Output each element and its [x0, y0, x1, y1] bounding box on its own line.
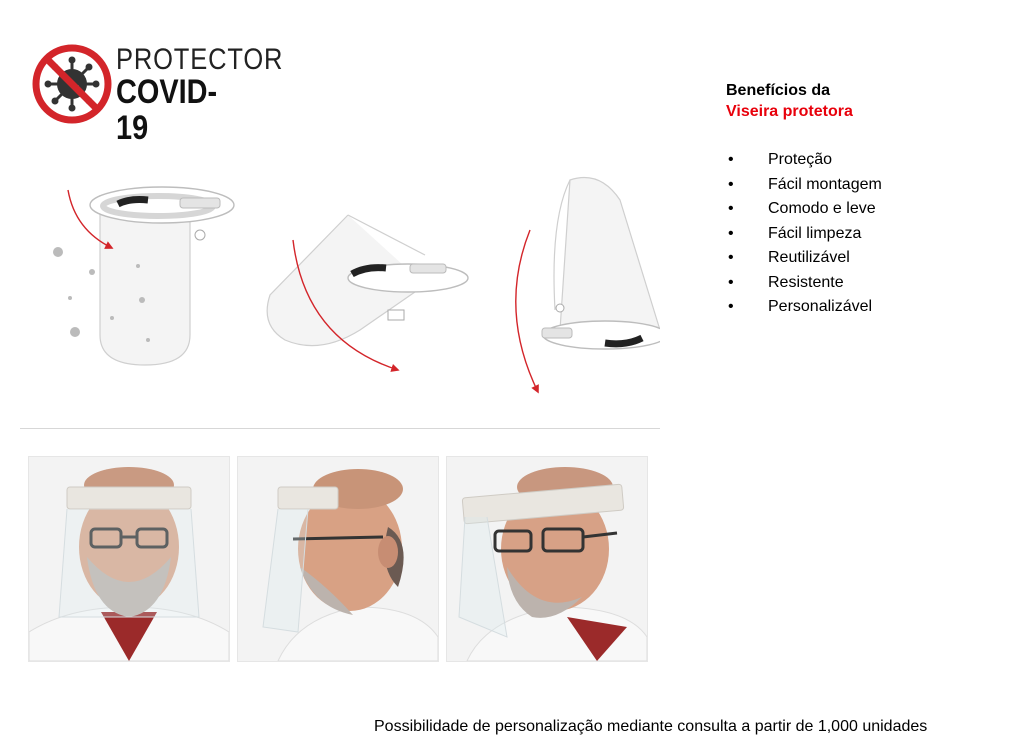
man-wearing-visor-three-quarter [447, 457, 647, 661]
benefits-title: Benefícios da [726, 82, 831, 99]
face-shield-flip-diagram [267, 215, 468, 370]
logo-text-protector: PROTECTOR [116, 43, 284, 76]
list-item: • Resistente [728, 273, 844, 291]
list-item: • Comodo e leve [728, 200, 876, 217]
logo-text-covid: COVID-19 [116, 73, 218, 147]
photo-three-quarter [446, 456, 648, 662]
list-item: • Proteção [728, 151, 833, 168]
man-wearing-visor-profile [238, 457, 438, 661]
photo-strip [28, 456, 668, 662]
face-shield-front-diagram [53, 187, 234, 365]
visor-diagrams [30, 160, 660, 410]
face-shield-up-diagram [516, 178, 660, 393]
benefits-list [726, 148, 1016, 320]
man-wearing-visor-front [29, 457, 229, 661]
protector-covid-logo [30, 40, 284, 147]
photo-front [28, 456, 230, 662]
list-item: • Fácil montagem [728, 175, 882, 193]
list-item: • Personalizável [728, 298, 873, 315]
benefits-subtitle: Viseira protetora [726, 103, 853, 120]
benefits-panel [726, 80, 1016, 320]
list-item: • Reutilizável [728, 249, 850, 266]
photo-profile [237, 456, 439, 662]
no-virus-icon [30, 42, 114, 126]
divider [20, 428, 660, 429]
footer-note: Possibilidade de personalização mediante consulta a partir de 1,000 unidades [374, 718, 928, 735]
list-item: • Fácil limpeza [728, 224, 862, 242]
